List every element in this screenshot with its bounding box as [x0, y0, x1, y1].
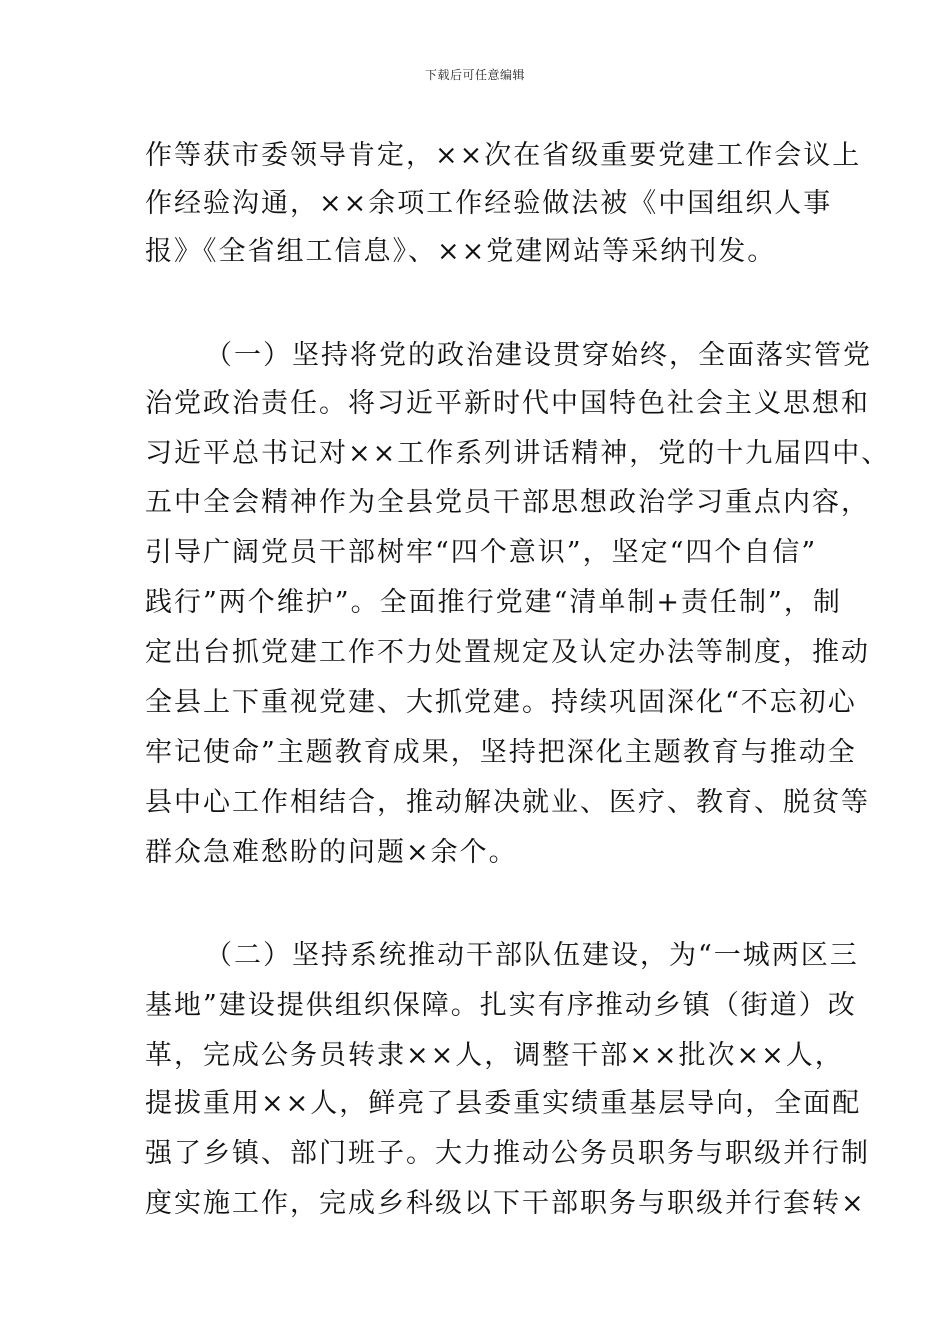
paragraph-heading-line: （二）坚持系统推动干部队伍建设，为“一城两区三 [205, 940, 859, 971]
text-line: 定出台抓党建工作不力处置规定及认定办法等制度，推动 [145, 637, 870, 668]
text-line: 引导广阔党员干部树牢“四个意识”，坚定“四个自信” [145, 537, 818, 568]
text-line: 报》《全省组工信息》、××党建网站等采纳刊发。 [145, 236, 777, 267]
paragraph-heading-line: （一）坚持将党的政治建设贯穿始终，全面落实管党 [205, 340, 872, 371]
text-line: 牢记使命”主题教育成果，坚持把深化主题教育与推动全 [145, 737, 857, 768]
text-line: 五中全会精神作为全县党员干部思想政治学习重点内容， [145, 487, 870, 518]
text-line: 作经验沟通，××余项工作经验做法被《中国组织人事 [145, 188, 833, 219]
text-line: 群众急难愁盼的问题×余个。 [145, 837, 518, 868]
text-line: 度实施工作，完成乡科级以下干部职务与职级并行套转× [145, 1188, 866, 1219]
text-line: 习近平总书记对××工作系列讲话精神，党的十九届四中、 [145, 438, 891, 469]
text-line: 全县上下重视党建、大抓党建。持续巩固深化“不忘初心 [145, 687, 857, 718]
text-line: 强了乡镇、部门班子。大力推动公务员职务与职级并行制 [145, 1138, 870, 1169]
text-line: 作等获市委领导肯定，××次在省级重要党建工作会议上 [145, 140, 862, 171]
text-line: 县中心工作相结合，推动解决就业、医疗、教育、脱贫等 [145, 787, 870, 818]
text-line: 提拔重用××人，鲜亮了县委重实绩重基层导向，全面配 [145, 1088, 862, 1119]
text-line: 治党政治责任。将习近平新时代中国特色社会主义思想和 [145, 388, 870, 419]
text-line: 基地”建设提供组织保障。扎实有序推动乡镇（街道）改 [145, 990, 857, 1021]
text-line: 践行”两个维护”。全面推行党建“清单制+责任制”，制 [145, 587, 842, 618]
page-header: 下载后可任意编辑 [424, 68, 525, 82]
text-line: 革，完成公务员转隶××人，调整干部××批次××人， [145, 1040, 844, 1071]
